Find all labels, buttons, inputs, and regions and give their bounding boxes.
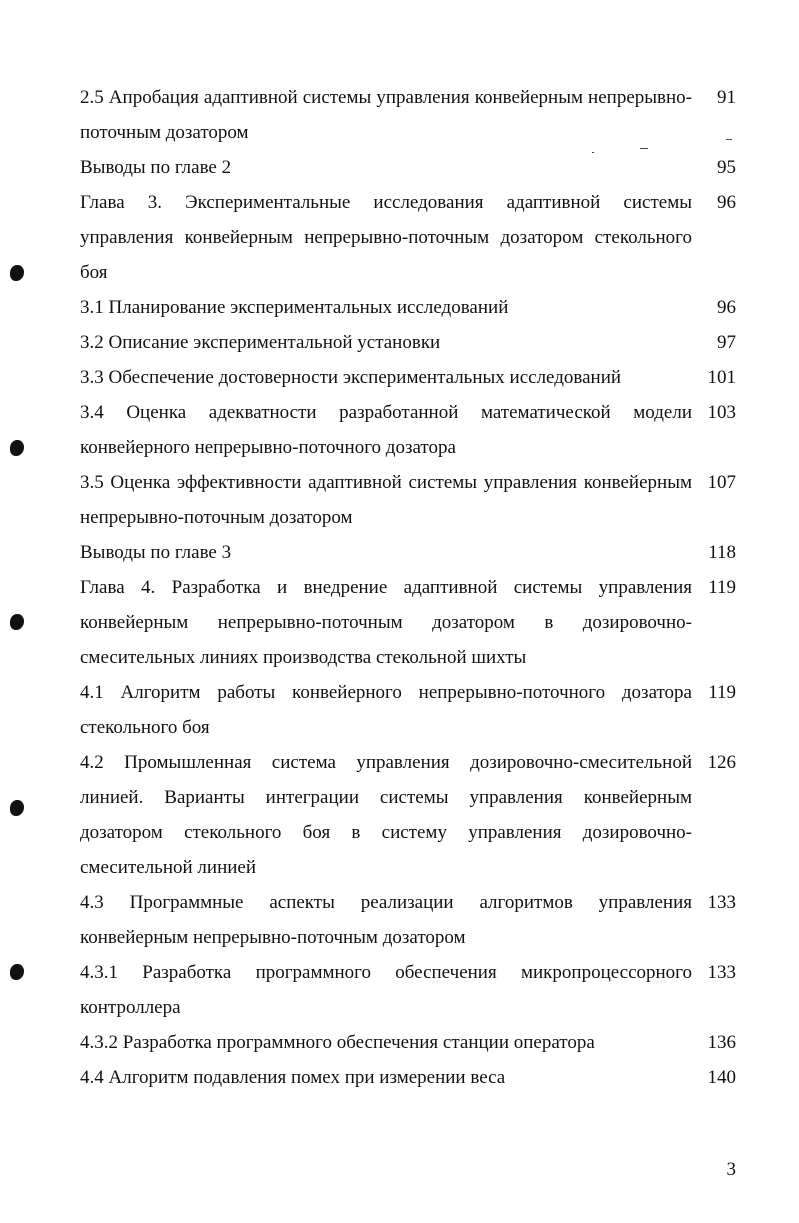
binder-hole-mark bbox=[10, 265, 24, 281]
toc-entry[interactable] bbox=[80, 955, 736, 1025]
toc-entry-page: 97 bbox=[717, 332, 736, 353]
toc-entry-title: 3.3 Обеспечение достоверности экспериментальных исследований bbox=[80, 367, 622, 388]
binder-hole-mark bbox=[10, 614, 24, 630]
toc-entry[interactable] bbox=[80, 395, 736, 465]
toc-entry-page: 133 bbox=[707, 892, 736, 913]
toc-entry[interactable] bbox=[80, 150, 736, 185]
toc-entry[interactable] bbox=[80, 885, 736, 955]
binder-hole-mark bbox=[10, 440, 24, 456]
toc-entry-title: 4.4 Алгоритм подавления помех при измерении веса bbox=[80, 1067, 506, 1088]
toc-entry[interactable] bbox=[80, 80, 736, 150]
toc-entry-title: Выводы по главе 2 bbox=[80, 157, 232, 178]
toc-entry-title: 3.5 Оценка эффективности адаптивной системы управления конвейерным непрерывно-поточным дозатором bbox=[80, 472, 692, 528]
toc-entry-page: 133 bbox=[707, 962, 736, 983]
binder-hole-mark bbox=[10, 964, 24, 980]
toc-entry[interactable] bbox=[80, 675, 736, 745]
toc-entry-title: 3.2 Описание экспериментальной установки bbox=[80, 332, 441, 353]
toc-entry[interactable] bbox=[80, 360, 736, 395]
toc-entry-title: 4.3.2 Разработка программного обеспечения станции оператора bbox=[80, 1032, 595, 1053]
table-of-contents bbox=[80, 80, 736, 1095]
toc-entry-page: 95 bbox=[717, 157, 736, 178]
toc-entry-page: 103 bbox=[707, 402, 736, 423]
toc-entry-title: 3.1 Планирование экспериментальных исследований bbox=[80, 297, 509, 318]
toc-entry-title: 3.4 Оценка адекватности разработанной математической модели конвейерного непрерывно-поточного дозатора bbox=[80, 402, 692, 458]
toc-entry[interactable] bbox=[80, 1060, 736, 1095]
toc-entry-page: 96 bbox=[717, 192, 736, 213]
toc-entry-title: 4.3.1 Разработка программного обеспечения микропроцессорного контроллера bbox=[80, 962, 692, 1018]
toc-entry[interactable] bbox=[80, 535, 736, 570]
toc-entry-title: 2.5 Апробация адаптивной системы управления конвейерным непрерывно-поточным дозатором bbox=[80, 87, 692, 143]
toc-entry[interactable] bbox=[80, 465, 736, 535]
toc-entry[interactable] bbox=[80, 1025, 736, 1060]
toc-entry-title: Глава 4. Разработка и внедрение адаптивной системы управления конвейерным непрерывно-поточным дозатором в дозировочно-смесительных линиях производства стекольной шихты bbox=[80, 577, 692, 668]
toc-entry[interactable] bbox=[80, 325, 736, 360]
toc-entry-page: 107 bbox=[707, 472, 736, 493]
toc-entry[interactable] bbox=[80, 290, 736, 325]
toc-entry-page: 119 bbox=[708, 682, 736, 703]
toc-entry-title: 4.3 Программные аспекты реализации алгоритмов управления конвейерным непрерывно-поточным дозатором bbox=[80, 892, 692, 948]
toc-entry-page: 119 bbox=[708, 577, 736, 598]
toc-entry-page: 140 bbox=[707, 1067, 736, 1088]
toc-entry[interactable] bbox=[80, 570, 736, 675]
toc-entry-page: 96 bbox=[717, 297, 736, 318]
page-number: 3 bbox=[726, 1159, 736, 1180]
toc-entry-page: 118 bbox=[708, 542, 736, 563]
toc-entry-page: 91 bbox=[717, 87, 736, 108]
toc-entry-page: 101 bbox=[707, 367, 736, 388]
toc-entry-title: Глава 3. Экспериментальные исследования адаптивной системы управления конвейерным непрерывно-поточным дозатором стекольного боя bbox=[80, 192, 692, 283]
toc-entry-title: 4.1 Алгоритм работы конвейерного непрерывно-поточного дозатора стекольного боя bbox=[80, 682, 692, 738]
toc-entry-page: 136 bbox=[707, 1032, 736, 1053]
toc-entry-title: 4.2 Промышленная система управления дозировочно-смесительной линией. Варианты интеграции системы управления конвейерным дозатором стекольного боя в систему управления дозировочно-смесительной линией bbox=[80, 752, 692, 878]
binder-hole-mark bbox=[10, 800, 24, 816]
toc-entry-title: Выводы по главе 3 bbox=[80, 542, 232, 563]
toc-entry-page: 126 bbox=[707, 752, 736, 773]
toc-entry[interactable] bbox=[80, 745, 736, 885]
toc-entry[interactable] bbox=[80, 185, 736, 290]
